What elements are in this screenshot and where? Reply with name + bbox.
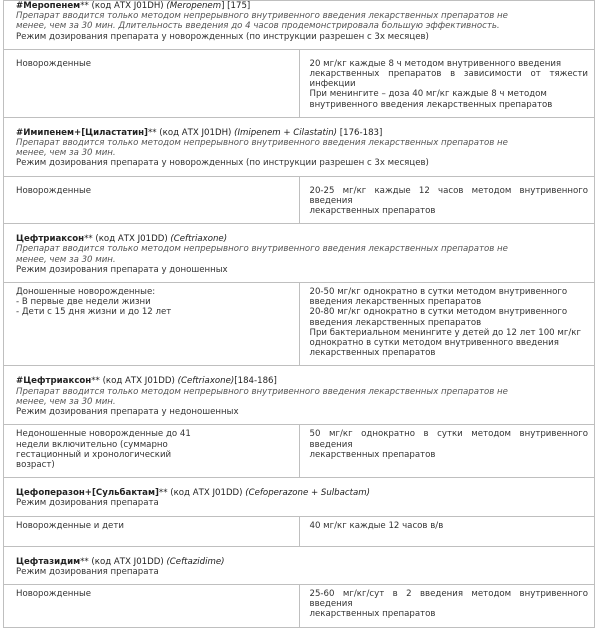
drug-heading-cell (4, 1, 595, 50)
administration-note: менее, чем за 30 мин. Длительность введения до 4 часов продемонстрировала большую эффективность. (16, 21, 500, 32)
latin-name: (Ceftazidime) (166, 556, 225, 567)
dose-cell (299, 176, 595, 224)
atc-code: (код АТХ J01DD) (167, 488, 246, 499)
administration-note: Препарат вводится только методом непрерывного внутривенного введения лекарственных препаратов не (16, 244, 508, 255)
dose-text: 25-60 мг/кг/сут в 2 введения методом внутривенного введения (309, 588, 588, 610)
patient-group-text: Недоношенные новорожденные до 41 (16, 429, 191, 440)
administration-note: менее, чем за 30 мин. (16, 148, 116, 159)
reference: [176-183] (337, 127, 383, 138)
administration-note: Препарат вводится только методом непрерывного внутривенного введения лекарственных препаратов не (16, 11, 508, 22)
drug-heading-row (4, 366, 595, 425)
dose-text: 40 мг/кг каждые 12 часов в/в (309, 520, 444, 531)
patient-group-cell (4, 516, 300, 546)
dose-text: 20-25 мг/кг каждые 12 часов методом внутривенного введения (309, 185, 588, 206)
drug-heading-cell (4, 117, 595, 176)
regimen-caption: Режим дозирования препарата у доношенных (16, 264, 228, 275)
drug-title (16, 557, 586, 567)
latin-name: (Imipenem + Cilastatin) (234, 127, 338, 138)
document (3, 0, 595, 628)
latin-name: (Ceftriaxone) (170, 234, 228, 245)
dose-cell (299, 283, 595, 366)
dose-text: однократно в сутки методом внутривенного введения (309, 338, 559, 349)
dose-text: лекарственных препаратов (309, 449, 436, 460)
patient-group-text: возраст) (16, 459, 55, 470)
latin-name: (Meropenem (166, 1, 222, 11)
regimen-caption: Режим дозирования препарата у недоношенных (16, 407, 239, 418)
drug-heading-row (4, 224, 595, 283)
patient-group-text: Доношенные новорожденные: (16, 287, 156, 298)
drug-mark: ** (158, 488, 168, 499)
drug-heading-cell (4, 224, 595, 283)
regimen-caption: Режим дозирования препарата (16, 498, 159, 509)
dose-text: лекарственных препаратов (309, 206, 436, 217)
latin-name: (Ceftriaxone) (177, 376, 235, 387)
drug-heading-cell (4, 546, 595, 584)
drug-mark: ** (147, 127, 157, 138)
dosing-row (4, 584, 595, 627)
dosing-row (4, 176, 595, 224)
drug-mark: ** (80, 1, 89, 11)
drug-heading-cell (4, 478, 595, 516)
patient-group-cell (4, 176, 300, 224)
reference: [184-186] (234, 376, 277, 387)
drug-title (16, 488, 586, 498)
drug-heading-row (4, 478, 595, 516)
dose-text: лекарственных препаратов в зависимости от тяжести инфекции (309, 69, 588, 90)
administration-note: менее, чем за 30 мин. (16, 396, 116, 407)
patient-group-cell (4, 49, 300, 117)
patient-group-text: - Дети с 15 дня жизни и до 12 лет (16, 307, 172, 318)
atc-code: (код АТХ J01DD) (88, 556, 167, 567)
atc-code: (код АТХ J01DH) (88, 1, 167, 11)
drug-name: #Цефтриаксон (16, 376, 92, 387)
dosing-row (4, 49, 595, 117)
drug-title (16, 128, 586, 138)
patient-group-cell (4, 584, 300, 627)
dose-text: введения лекарственных препаратов (309, 317, 482, 328)
dose-text: 20-80 мг/кг однократно в сутки методом внутривенного (309, 307, 568, 318)
patient-group-text: Новорожденные (16, 185, 92, 196)
latin-name: (Cefoperazone + Sulbactam) (245, 488, 370, 499)
administration-note: Препарат вводится только методом непрерывного внутривенного введения лекарственных препаратов не (16, 386, 508, 397)
dose-text: При бактериальном менингите у детей до 12 лет 100 мг/кг (309, 327, 581, 338)
drug-heading-row (4, 1, 595, 50)
dose-text: При менингите – доза 40 мг/кг каждые 8 ч методом (309, 89, 547, 100)
regimen-caption: Режим дозирования препарата (16, 566, 159, 577)
regimen-caption: Режим дозирования препарата у новорожденных (по инструкции разрешен с 3х месяцев) (16, 158, 429, 169)
drug-name: #Имипенем+[Циластатин] (16, 127, 148, 138)
patient-group-cell (4, 425, 300, 478)
dose-cell (299, 516, 595, 546)
drug-name: Цефтазидим (16, 556, 81, 567)
reference: ] [175] (221, 1, 251, 11)
drug-heading-cell (4, 366, 595, 425)
dose-cell (299, 425, 595, 478)
drug-mark: ** (91, 376, 100, 387)
patient-group-text: недели включительно (суммарно (16, 439, 168, 450)
dose-text: 20 мг/кг каждые 8 ч методом внутривенного введения (309, 58, 562, 69)
dose-text: лекарственных препаратов (309, 609, 436, 620)
patient-group-cell (4, 283, 300, 366)
dose-text: 50 мг/кг однократно в сутки методом внутривенного введения (309, 429, 588, 450)
drug-name: Цефоперазон+[Сульбактам] (16, 488, 159, 499)
atc-code: (код АТХ J01DD) (92, 234, 171, 245)
patient-group-text: Новорожденные (16, 588, 92, 599)
dosing-table (3, 0, 595, 628)
dose-text: 20-50 мг/кг однократно в сутки методом внутривенного (309, 287, 568, 298)
drug-name: #Меропенем (16, 1, 81, 11)
atc-code: (код АТХ J01DH) (156, 127, 235, 138)
drug-title (16, 1, 586, 11)
administration-note: менее, чем за 30 мин. (16, 254, 116, 265)
patient-group-text: Новорожденные (16, 58, 92, 69)
dose-text: лекарственных препаратов (309, 348, 436, 359)
dosing-row (4, 283, 595, 366)
dose-text: внутривенного введения лекарственных препаратов (309, 99, 553, 110)
drug-title (16, 234, 586, 244)
drug-heading-row (4, 546, 595, 584)
patient-group-text: - В первые две недели жизни (16, 297, 151, 308)
administration-note: Препарат вводится только методом непрерывного внутривенного введения лекарственных препаратов не (16, 138, 508, 149)
atc-code: (код АТХ J01DD) (99, 376, 178, 387)
drug-name: Цефтриаксон (16, 234, 85, 245)
dose-cell (299, 584, 595, 627)
drug-mark: ** (84, 234, 93, 245)
dosing-row (4, 516, 595, 546)
patient-group-text: Новорожденные и дети (16, 520, 124, 531)
dose-text: введения лекарственных препаратов (309, 297, 482, 308)
regimen-caption: Режим дозирования препарата у новорожденных (по инструкции разрешен с 3х месяцев) (16, 31, 429, 42)
drug-heading-row (4, 117, 595, 176)
dose-cell (299, 49, 595, 117)
drug-title (16, 376, 586, 386)
patient-group-text: гестационный и хронологический (16, 449, 172, 460)
drug-mark: ** (80, 556, 89, 567)
dosing-row (4, 425, 595, 478)
